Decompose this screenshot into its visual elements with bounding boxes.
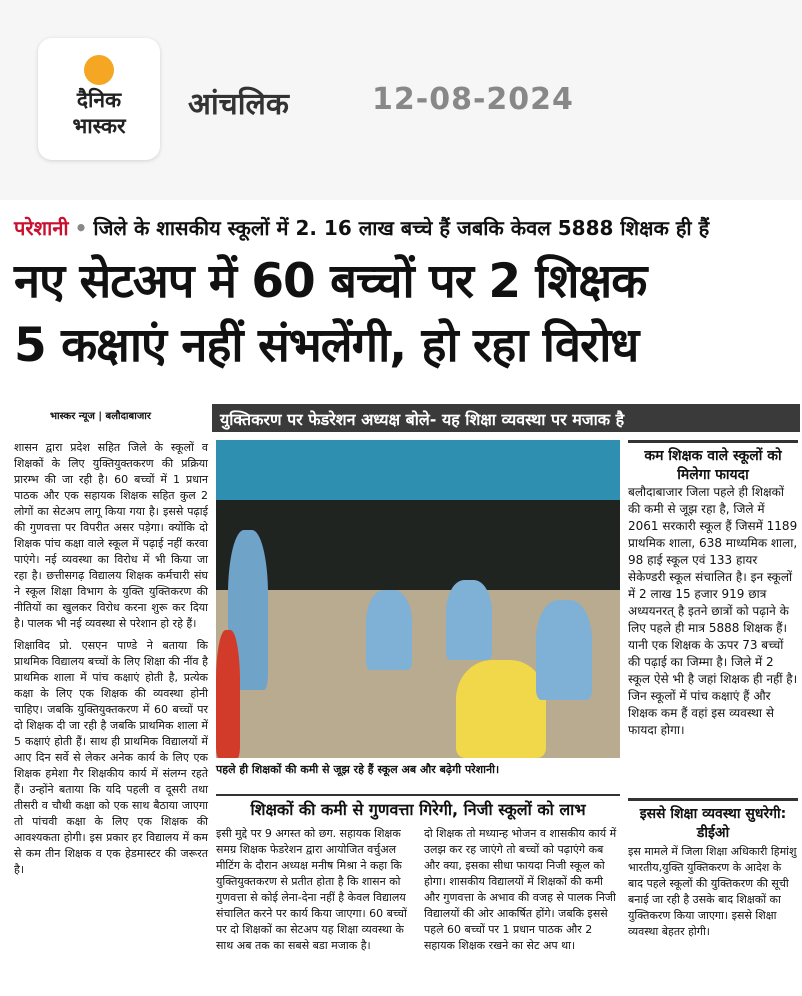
kicker-tag: परेशानी xyxy=(14,216,69,240)
photo-caption: पहले ही शिक्षकों की कमी से जूझ रहे हैं स्कूल अब और बढ़ेगी परेशानी। xyxy=(216,763,500,776)
section-name: आंचलिक xyxy=(188,87,289,122)
dainik-bhaskar-logo[interactable] xyxy=(38,38,160,160)
sidebar-heading-1: कम शिक्षक वाले स्कूलों को मिलेगा फायदा xyxy=(628,440,798,485)
photo-child xyxy=(456,660,546,758)
headline xyxy=(14,250,794,378)
photo-child xyxy=(536,600,592,700)
photo-child xyxy=(446,580,492,660)
classroom-photo xyxy=(216,440,620,758)
edition-date: 12-08-2024 xyxy=(372,82,574,117)
photo-child xyxy=(216,630,240,758)
byline: भास्कर न्यूज | बलौदाबाजार xyxy=(50,411,151,422)
column-1 xyxy=(14,440,208,884)
newspaper-clipping xyxy=(0,200,802,996)
quote-banner: युक्तिकरण पर फेडरेशन अध्यक्ष बोले- यह शिक्षा व्यवस्था पर मजाक है xyxy=(212,404,800,432)
column-1-paragraph-1: शासन द्वारा प्रदेश सहित जिले के स्कूलों व शिक्षकों के लिए युक्तियुक्तकरण की प्रक्रिया प्रारम्भ की जा रही है। 60 बच्चों में 1 प्रधान पाठक और एक सहायक शिक्षक सहित कुल 2 लोगों का सेटअप लागू किया गया है। इससे पढ़ाई की गुणवत्ता पर विपरीत असर पड़ेगा। क्योंकि दो शिक्षक पांच कक्षा वाले स्कूल में पढ़ाई नहीं करवा पाएंगे। नई व्यवस्था का विरोध में भी किया जा रहा है। छत्तीसगढ़ विद्यालय शिक्षक कर्मचारी संघ ने स्कूल शिक्षा विभाग के युक्ति युक्तिकरण की नीतियों का खुलकर विरोध करना शुरू कर दिया है। पालक भी नई व्यवस्था से परेशान हो रहे हैं। xyxy=(14,441,208,630)
column-2: इसी मुद्दे पर 9 अगस्त को छग. सहायक शिक्षक समग्र शिक्षक फेडरेशन द्वारा आयोजित वर्चुअल मीटिंग के दौरान अध्यक्ष मनीष मिश्रा ने कहा कि युक्तियुक्तकरण से प्रतीत होता है कि शासन को गुणवत्ता से कोई लेना-देना नहीं है केवल विद्यालय संचालित करने पर कार्य किया जाएगा। 60 बच्चों पर दो शिक्षकों का सेटअप यह शिक्षा व्यवस्था के साथ अब तक का सबसे बडा मजाक है। xyxy=(216,827,407,952)
sub-headline: शिक्षकों की कमी से गुणवत्ता गिरेगी, निजी स्कूलों को लाभ xyxy=(216,794,620,820)
column-1-paragraph-2: शिक्षाविद प्रो. एसएन पाण्डे ने बताया कि प्राथमिक विद्यालय बच्चों के लिए शिक्षा की नींव है प्राथमिक शाला में पांच कक्षाएं होती है, प्रत्येक कक्षा के लिए एक शिक्षक की व्यवस्था होनी चाहिए। जबकि युक्तियुक्तकरण में 60 बच्चों पर दो शिक्षक दी जा रही है जबकि प्राथमिक शाला में 5 कक्षाएं होती हैं। साथ ही प्राथमिक विद्यालयों में आए दिन सर्वे से लेकर अनेक कार्य के लिए एक शिक्षक हमेशा गैर शिक्षकीय कार्य में संलग्न रहते हैं। उन्होंने बताया कि यदि पहली व दूसरी तथा तीसरी व चौथी कक्षा को एक साथ बैठाया जाएगा तो पांचवी कक्षा के लिए एक शिक्षक की आवश्यकता होगी। इस प्रकार हर विद्यालय में कम से कम तीन शिक्षक व एक हेडमास्टर की जरूरत है। xyxy=(14,639,208,876)
logo-text-line1: दैनिक xyxy=(76,88,122,112)
photo-blackboard xyxy=(216,500,620,590)
sidebar-body-2: इस मामले में जिला शिक्षा अधिकारी हिमांशु भारतीय,युक्ति युक्तिकरण के आदेश के बाद पहले स्कूलों की युक्तिकरण की सूची बनाई जा रही है उसके बाद शिक्षकों का युक्तिकरण किया जाएगा। इससे शिक्षा व्यवस्था बेहतर होगी। xyxy=(628,845,797,938)
kicker-text: जिले के शासकीय स्कूलों में 2. 16 लाख बच्चे हैं जबकि केवल 5888 शिक्षक ही हैं xyxy=(93,216,710,240)
photo-child xyxy=(366,590,412,670)
photo-wall xyxy=(216,440,620,500)
headline-line-1: नए सेटअप में 60 बच्चों पर 2 शिक्षक xyxy=(14,254,647,309)
kicker-bullet: • xyxy=(74,216,88,240)
sidebar-heading-2: इससे शिक्षा व्यवस्था सुधरेगी: डीईओ xyxy=(628,798,798,843)
kicker xyxy=(14,214,709,241)
sidebar-body-1: बलौदाबाजार जिला पहले ही शिक्षकों की कमी से जूझ रहा है, जिले में 2061 सरकारी स्कूल हैं जिसमें 1189 प्राथमिक शाला, 638 माध्यमिक शाला, 98 हाई स्कूल एवं 133 हायर सेकेण्डरी स्कूल संचालित है। इन स्कूलों में 2 लाख 15 हजार 919 छात्र अध्ययनरत् है इतने छात्रों को पढ़ाने के लिए पहले ही मात्र 5888 शिक्षक हैं। यानी एक शिक्षक के ऊपर 73 बच्चों की पढ़ाई का जिम्मा है। जिले में 2 स्कूल ऐसे भी है जहां शिक्षक ही नहीं है। जिन स्कूलों में पांच कक्षाएं हैं और शिक्षक कम हैं वहां इस व्यवस्था से फायदा होगा। xyxy=(628,485,798,737)
column-3: दो शिक्षक तो मध्यान्ह भोजन व शासकीय कार्य में उलझ कर रह जाएंगे तो बच्चों को पढ़ाएंगे कब और क्या, इसका सीधा फायदा निजी स्कूल को होगा। शासकीय विद्यालयों में शिक्षकों की कमी और गुणवत्ता के अभाव की वजह से पालक निजी विद्यालयों की ओर आकर्षित होंगे। जबकि इससे पहले 60 बच्चों पर 1 प्रधान पाठक और 2 सहायक शिक्षक रखने का सेट अप था। xyxy=(424,827,617,952)
app-header xyxy=(0,0,802,200)
logo-text-line2: भास्कर xyxy=(72,114,126,138)
sun-icon xyxy=(84,55,114,85)
headline-line-2: 5 कक्षाएं नहीं संभलेंगी, हो रहा विरोध xyxy=(14,318,639,373)
